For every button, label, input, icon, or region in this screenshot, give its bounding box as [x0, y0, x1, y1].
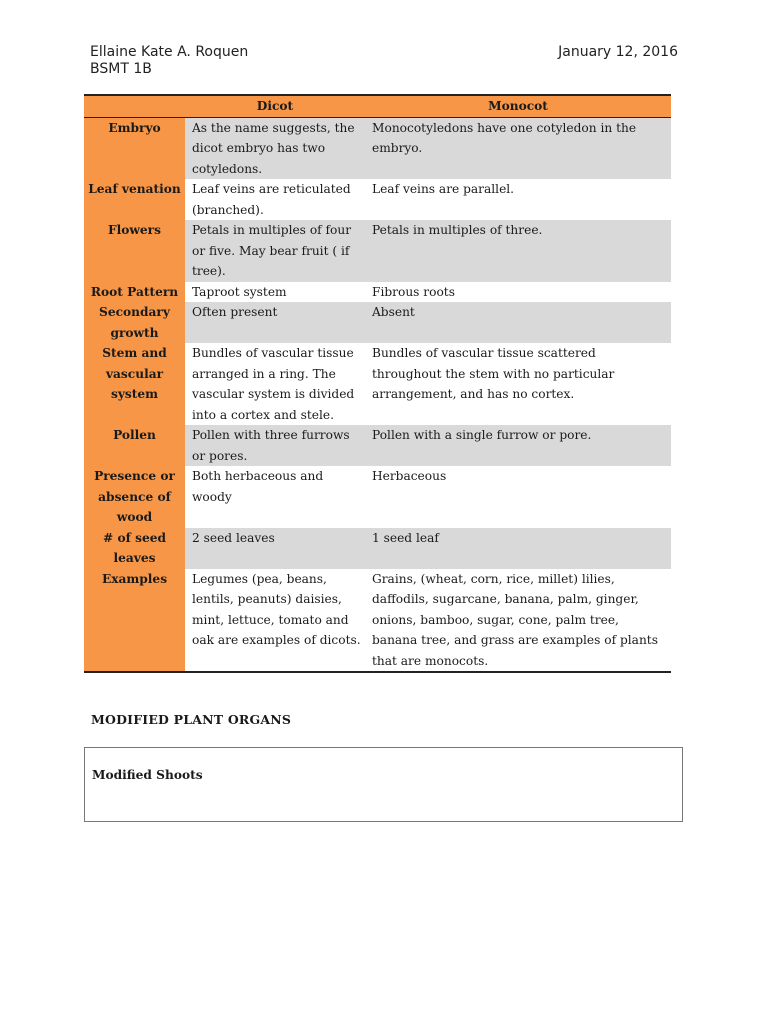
row-label: Presence or absence of wood	[84, 466, 185, 528]
author-name: Ellaine Kate A. Roquen	[90, 44, 249, 60]
column-header-monocot: Monocot	[365, 95, 671, 117]
table-row	[84, 220, 671, 282]
table-row	[84, 343, 671, 425]
dicot-cell: 2 seed leaves	[185, 528, 365, 569]
row-label: Flowers	[84, 220, 185, 282]
row-label: # of seed leaves	[84, 528, 185, 569]
monocot-cell: Grains, (wheat, corn, rice, millet) lilies, daffodils, sugarcane, banana, palm, ginger, onions, bamboo, sugar, cone, palm tree, banana tree, and grass are examples of plants that are monocots.	[365, 569, 671, 673]
dicot-cell: Taproot system	[185, 282, 365, 303]
dicot-cell: Petals in multiples of four or five. May bear fruit ( if tree).	[185, 220, 365, 282]
dicot-cell: Legumes (pea, beans, lentils, peanuts) daisies, mint, lettuce, tomato and oak are examples of dicots.	[185, 569, 365, 673]
dicot-monocot-table	[84, 94, 671, 673]
section-title: MODIFIED PLANT ORGANS	[91, 712, 292, 727]
dicot-cell: As the name suggests, the dicot embryo has two cotyledons.	[185, 117, 365, 179]
row-label: Stem and vascular system	[84, 343, 185, 425]
table-row	[84, 179, 671, 220]
row-label: Root Pattern	[84, 282, 185, 303]
table-row	[84, 569, 671, 673]
table-row	[84, 302, 671, 343]
table-header-row	[84, 95, 671, 117]
monocot-cell: Monocotyledons have one cotyledon in the embryo.	[365, 117, 671, 179]
document-date: January 12, 2016	[558, 44, 678, 60]
table-row	[84, 117, 671, 179]
monocot-cell: Bundles of vascular tissue scattered throughout the stem with no particular arrangement, and has no cortex.	[365, 343, 671, 425]
dicot-cell: Both herbaceous and woody	[185, 466, 365, 528]
table-header-corner	[84, 95, 185, 117]
monocot-cell: Absent	[365, 302, 671, 343]
monocot-cell: Herbaceous	[365, 466, 671, 528]
modified-shoots-box	[84, 747, 683, 822]
table-row	[84, 466, 671, 528]
class-section: BSMT 1B	[90, 61, 152, 77]
dicot-cell: Pollen with three furrows or pores.	[185, 425, 365, 466]
modified-shoots-label: Modified Shoots	[92, 768, 203, 782]
dicot-cell: Leaf veins are reticulated (branched).	[185, 179, 365, 220]
dicot-cell: Often present	[185, 302, 365, 343]
table-row	[84, 528, 671, 569]
monocot-cell: Leaf veins are parallel.	[365, 179, 671, 220]
row-label: Leaf venation	[84, 179, 185, 220]
table-row	[84, 282, 671, 303]
document-header	[90, 44, 678, 78]
monocot-cell: 1 seed leaf	[365, 528, 671, 569]
table-row	[84, 425, 671, 466]
row-label: Examples	[84, 569, 185, 673]
row-label: Embryo	[84, 117, 185, 179]
row-label: Pollen	[84, 425, 185, 466]
dicot-cell: Bundles of vascular tissue arranged in a ring. The vascular system is divided into a cortex and stele.	[185, 343, 365, 425]
monocot-cell: Petals in multiples of three.	[365, 220, 671, 282]
monocot-cell: Pollen with a single furrow or pore.	[365, 425, 671, 466]
monocot-cell: Fibrous roots	[365, 282, 671, 303]
row-label: Secondary growth	[84, 302, 185, 343]
column-header-dicot: Dicot	[185, 95, 365, 117]
